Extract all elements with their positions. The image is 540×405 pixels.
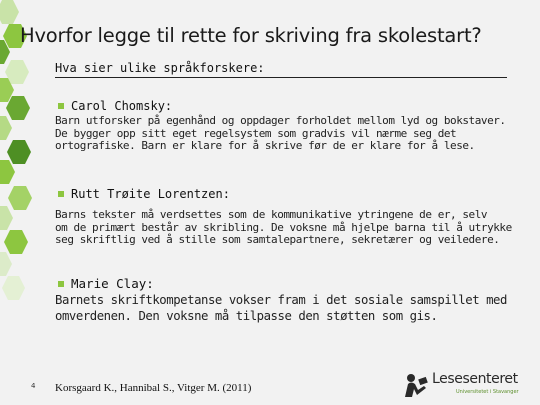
text-line: om de primært består av skribling. De voksne må hjelpe barna til å utrykke (55, 220, 512, 234)
hexagon-shape (2, 276, 25, 300)
hexagon-decoration (0, 0, 60, 405)
bullet-square-icon (58, 281, 64, 287)
researcher-heading (55, 98, 535, 114)
slide-subtitle: Hva sier ulike språkforskere: (55, 61, 507, 78)
logo-tagline: Universitetet i Stavanger (456, 389, 519, 395)
hexagon-shape (6, 96, 30, 120)
researcher-section-clay (55, 276, 535, 324)
researcher-section-lorentzen (55, 186, 535, 247)
researcher-text (55, 115, 535, 153)
text-line: omverdenen. Den voksne må tilpasse den støtten som gis. (55, 308, 438, 323)
lesesenteret-logo (398, 371, 538, 403)
researcher-section-chomsky (55, 98, 535, 153)
hexagon-shape (4, 230, 28, 254)
researcher-text (55, 293, 535, 324)
citation: Korsgaard K., Hannibal S., Vitger M. (2011) (55, 382, 252, 394)
hexagon-shape (0, 206, 13, 230)
text-line: Barnets skriftkompetanse vokser fram i det sosiale samspillet med (55, 293, 507, 307)
logo-name: Lesesenteret (432, 371, 518, 387)
researcher-name: Rutt Trøite Lorentzen: (71, 187, 230, 201)
researcher-name: Carol Chomsky: (71, 99, 173, 113)
slide-title: Hvorfor legge til rette for skriving fra skolestart? (20, 24, 482, 47)
hexagon-shape (0, 0, 19, 24)
hexagon-shape (7, 140, 31, 164)
hexagon-shape (0, 116, 12, 140)
hexagon-shape (8, 186, 32, 210)
hexagon-shape (0, 160, 15, 184)
bullet-square-icon (58, 103, 64, 109)
text-line: seg skriftlig ved å stille som samtalepartnere, sekretærer og veiledere. (55, 233, 500, 246)
researcher-heading (55, 186, 535, 202)
page-number: 4 (31, 382, 36, 390)
researcher-text (55, 209, 535, 247)
reading-child-icon (402, 373, 430, 399)
researcher-name: Marie Clay: (71, 276, 154, 291)
text-line: Barns tekster må verdsettes som de kommunikative ytringene de er, selv (55, 208, 488, 221)
text-line: ortografiske. Barn er klare for å skrive før de er klare for å lese. (55, 139, 475, 152)
researcher-heading (55, 276, 535, 292)
text-line: De bygger opp sitt eget regelsystem som gradvis vil nærme seg det (55, 126, 457, 140)
bullet-square-icon (58, 191, 64, 197)
hexagon-shape (0, 252, 12, 276)
text-line: Barn utforsker på egenhånd og oppdager forholdet mellom lyd og bokstaver. (55, 114, 506, 127)
